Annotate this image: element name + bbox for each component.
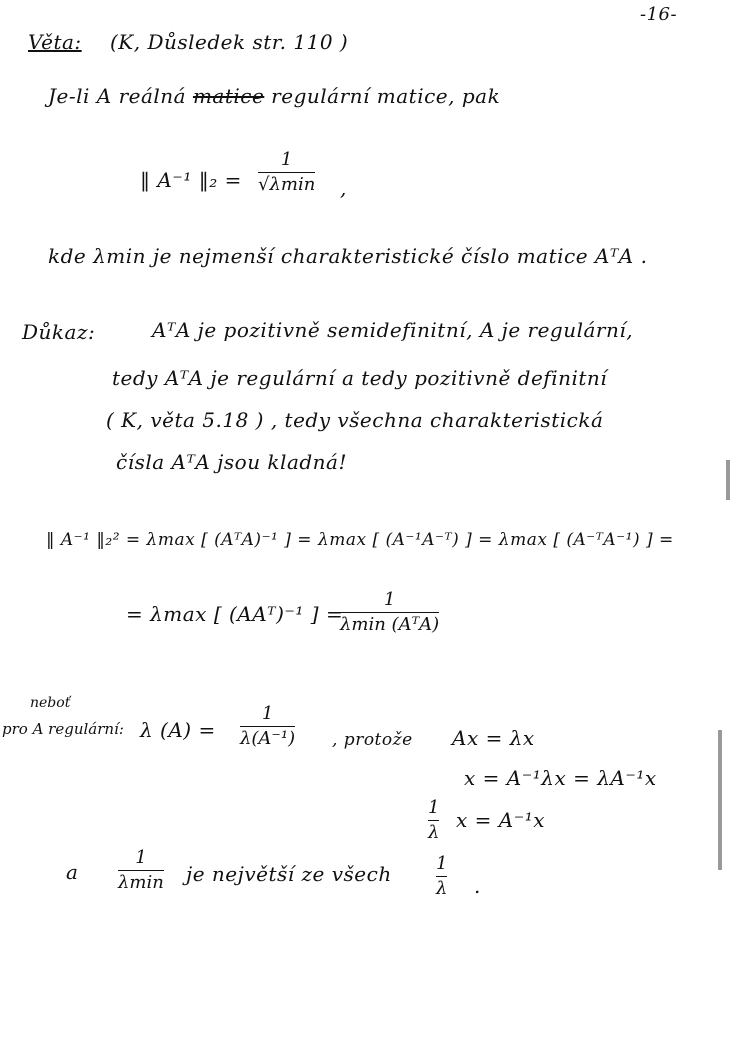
eq-c-denominator: λ xyxy=(428,821,440,843)
statement-line-1-post: regulární matice, pak xyxy=(271,84,501,108)
remark-top-word: neboť xyxy=(30,695,71,711)
closing-fraction-2-numerator: 1 xyxy=(436,853,448,874)
closing-fraction-denominator: λmin xyxy=(118,871,164,893)
remark-equation-c-fraction xyxy=(428,798,439,843)
norm-fraction xyxy=(258,150,315,195)
remark-equation-c: x = A⁻¹x xyxy=(456,808,546,832)
remark-fraction-numerator: 1 xyxy=(261,703,274,724)
page-number: -16- xyxy=(640,4,678,25)
remark-fraction xyxy=(240,704,295,749)
eq2-denominator: λmin (AᵀA) xyxy=(340,613,440,635)
struck-word: matice xyxy=(192,84,265,108)
closing-a: a xyxy=(66,860,79,884)
remark-equation-a: Ax = λx xyxy=(452,726,535,750)
fraction-bar xyxy=(258,172,315,173)
closing-text: je největší ze všech xyxy=(186,862,392,886)
statement-line-1-pre: Je-li A reálná xyxy=(48,84,193,108)
closing-fraction-2 xyxy=(436,854,447,899)
proof-line-2: tedy AᵀA je regulární a tedy pozitivně definitní xyxy=(112,366,608,390)
fraction-bar xyxy=(118,870,164,871)
fraction-bar xyxy=(240,726,295,727)
remark-fraction-denominator: λ(A⁻¹) xyxy=(240,727,296,749)
closing-fraction xyxy=(118,848,164,893)
proof-line-3: ( K, věta 5.18 ) , tedy všechna charakteristická xyxy=(106,408,604,432)
closing-fraction-2-denominator: λ xyxy=(436,877,448,899)
closing-period: . xyxy=(474,874,481,898)
fraction-bar xyxy=(428,820,439,821)
fraction-bar xyxy=(340,612,439,613)
proof-line-4: čísla AᵀA jsou kladná! xyxy=(116,450,348,474)
norm-fraction-denominator: √λmin xyxy=(258,173,316,195)
scan-edge-mark xyxy=(718,730,722,870)
norm-lhs: ‖ A⁻¹ ‖₂ = xyxy=(140,168,242,192)
theorem-reference: (K, Důsledek str. 110 ) xyxy=(110,30,349,54)
norm-fraction-numerator: 1 xyxy=(280,149,293,170)
remark-lhs: λ (A) = xyxy=(140,718,216,742)
proof-equation-2-lhs: = λmax [ (AAᵀ)⁻¹ ] = xyxy=(126,602,344,626)
statement-comma: , xyxy=(340,176,347,200)
closing-fraction-numerator: 1 xyxy=(135,847,147,868)
remark-label: pro A regulární: xyxy=(2,720,124,738)
remark-because: , protože xyxy=(332,730,413,750)
eq-c-numerator: 1 xyxy=(428,797,440,818)
theorem-label: Věta: xyxy=(28,30,82,54)
statement-line-2: kde λmin je nejmenší charakteristické číslo matice AᵀA . xyxy=(48,244,648,268)
proof-line-1: AᵀA je pozitivně semidefinitní, A je regulární, xyxy=(152,318,634,342)
scan-edge-mark xyxy=(726,460,730,500)
remark-equation-b: x = A⁻¹λx = λA⁻¹x xyxy=(464,766,657,790)
eq2-numerator: 1 xyxy=(383,589,396,610)
fraction-bar xyxy=(436,876,447,877)
proof-equation-2-fraction xyxy=(340,590,439,635)
statement-line-1 xyxy=(48,86,500,106)
proof-label: Důkaz: xyxy=(22,320,96,344)
proof-equation-1: ‖ A⁻¹ ‖₂² = λmax [ (AᵀA)⁻¹ ] = λmax [ (A⁻¹A⁻ᵀ) ] = λmax [ (A⁻ᵀA⁻¹) ] = xyxy=(46,530,674,550)
